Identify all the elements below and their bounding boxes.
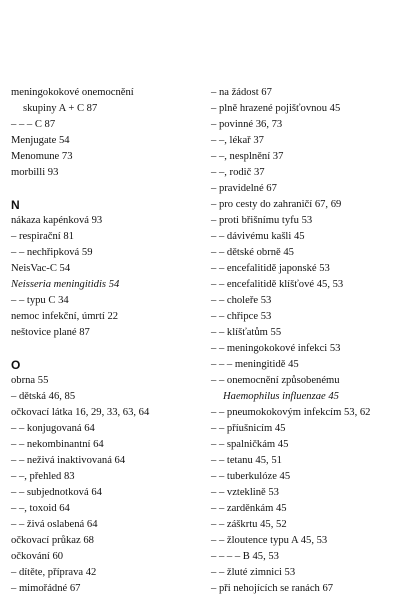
index-entry: – mimořádné 67 — [11, 583, 81, 594]
index-entry: – – subjednotková 64 — [11, 487, 102, 498]
index-entry: – – choleře 53 — [211, 295, 272, 306]
index-entry: meningokokové onemocnění — [11, 87, 134, 98]
index-entry: – – dětské obrně 45 — [211, 247, 294, 258]
index-entry: – – příušnicím 45 — [211, 423, 286, 434]
index-entry: – – meningokokové infekci 53 — [211, 343, 341, 354]
index-entry: – – klíšťatům 55 — [211, 327, 282, 338]
index-entry: – –, rodič 37 — [211, 167, 265, 178]
index-entry: neštovice plané 87 — [11, 327, 90, 338]
index-entry: – – nechřipková 59 — [11, 247, 93, 258]
index-entry: – – – C 87 — [11, 119, 56, 130]
index-entry: – – – – B 45, 53 — [211, 551, 279, 562]
index-entry: – –, lékař 37 — [211, 135, 264, 146]
index-entry: – – encefalitidě japonské 53 — [211, 263, 330, 274]
index-entry: – – spalničkám 45 — [211, 439, 289, 450]
index-entry: – – vzteklině 53 — [211, 487, 279, 498]
index-entry: očkovací látka 16, 29, 33, 63, 64 — [11, 407, 150, 418]
index-entry: – dětská 46, 85 — [11, 391, 76, 402]
index-entry: – pravidelné 67 — [211, 183, 277, 194]
index-column-right — [211, 85, 407, 597]
section-gap — [11, 181, 201, 197]
index-entry: nemoc infekční, úmrtí 22 — [11, 311, 119, 322]
index-entry: – při nehojících se ranách 67 — [211, 583, 334, 594]
index-entry: Neisseria meningitidis 54 — [11, 279, 120, 290]
index-entry: Menjugate 54 — [11, 135, 70, 146]
index-entry: očkování 60 — [11, 551, 64, 562]
index-entry: – – záškrtu 45, 52 — [211, 519, 287, 530]
index-entry: – – konjugovaná 64 — [11, 423, 95, 434]
index-entry: Menomune 73 — [11, 151, 73, 162]
index-entry: – – onemocnění způsobenému — [211, 375, 340, 386]
index-entry: – –, nesplnění 37 — [211, 151, 284, 162]
index-column-left — [11, 85, 201, 597]
section-letter-heading: N — [11, 198, 20, 212]
index-entry: obrna 55 — [11, 375, 49, 386]
index-entry: – dítěte, příprava 42 — [11, 567, 97, 578]
index-entry: – proti břišnímu tyfu 53 — [211, 215, 313, 226]
index-entry: – – zarděnkám 45 — [211, 503, 287, 514]
index-entry: – pro cesty do zahraničí 67, 69 — [211, 199, 342, 210]
index-entry: – – dávivému kašli 45 — [211, 231, 305, 242]
index-entry: – – pneumokokovým infekcím 53, 62 — [211, 407, 371, 418]
index-entry: Haemophilus influenzae 45 — [223, 391, 339, 402]
index-entry: – – tuberkulóze 45 — [211, 471, 291, 482]
index-entry: – – žluté zimnici 53 — [211, 567, 296, 578]
index-entry: – – encefalitidě klíšťové 45, 53 — [211, 279, 344, 290]
index-entry: – – nekombinantní 64 — [11, 439, 104, 450]
section-gap — [11, 341, 201, 357]
index-entry: očkovací průkaz 68 — [11, 535, 94, 546]
index-entry: nákaza kapénková 93 — [11, 215, 103, 226]
index-entry: – – živá oslabená 64 — [11, 519, 98, 530]
index-entry: – – typu C 34 — [11, 295, 69, 306]
index-entry: – – – meningitidě 45 — [211, 359, 299, 370]
index-entry: – respirační 81 — [11, 231, 74, 242]
index-entry: – –, přehled 83 — [11, 471, 75, 482]
index-entry: – povinné 36, 73 — [211, 119, 283, 130]
index-entry: morbilli 93 — [11, 167, 59, 178]
index-entry: – – žloutence typu A 45, 53 — [211, 535, 328, 546]
index-entry: – – tetanu 45, 51 — [211, 455, 282, 466]
section-letter-heading: O — [11, 358, 21, 372]
index-entry: – –, toxoid 64 — [11, 503, 70, 514]
index-entry: – – neživá inaktivovaná 64 — [11, 455, 126, 466]
index-entry: – plně hrazené pojišťovnou 45 — [211, 103, 341, 114]
index-entry: – na žádost 67 — [211, 87, 272, 98]
index-entry: NeisVac-C 54 — [11, 263, 71, 274]
index-entry: skupiny A + C 87 — [23, 103, 98, 114]
index-entry: – – chřipce 53 — [211, 311, 272, 322]
